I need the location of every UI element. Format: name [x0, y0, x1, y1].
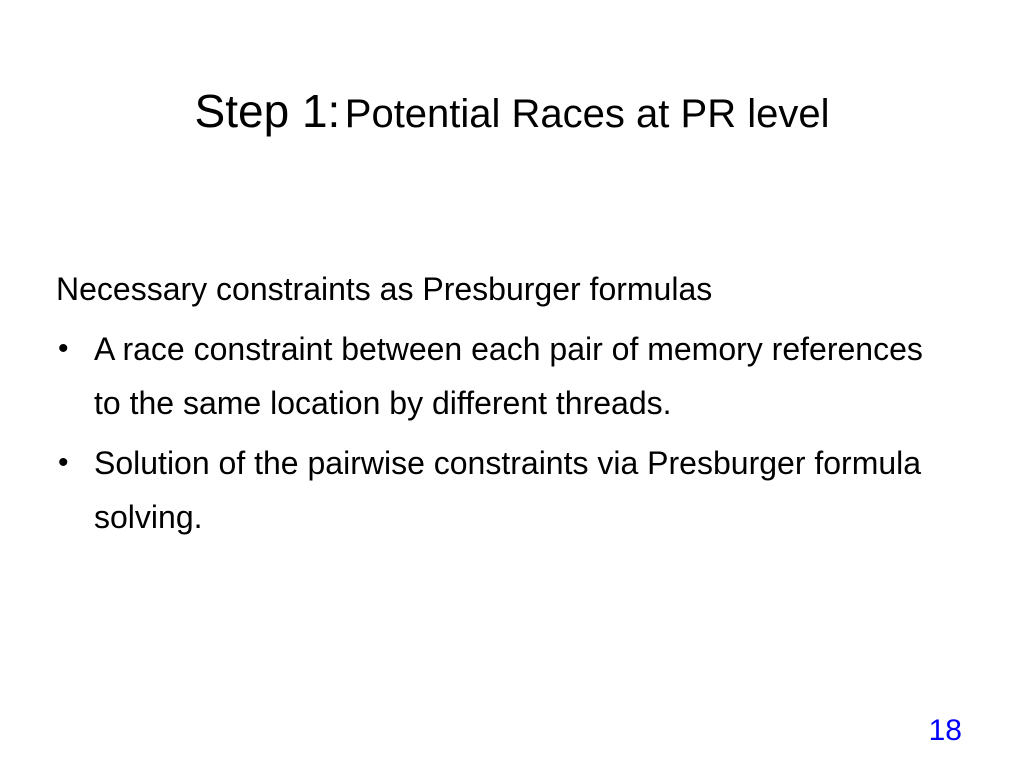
slide-number: 18 [928, 714, 962, 747]
bullet-icon: • [58, 446, 69, 479]
slide-body [56, 262, 936, 550]
bullet-icon: • [58, 332, 69, 365]
slide-title [0, 85, 1024, 137]
bullet-text: Solution of the pairwise constraints via Presburger formula solving. [94, 445, 922, 535]
bullet-item [56, 322, 936, 430]
bullet-list [56, 322, 936, 544]
bullet-text: A race constraint between each pair of memory references to the same location by different threads. [94, 331, 923, 421]
slide-title-topic: Potential Races at PR level [344, 92, 830, 136]
bullet-item [56, 436, 936, 544]
body-intro-text: Necessary constraints as Presburger formulas [56, 271, 713, 307]
slide-title-step: Step 1: [194, 85, 341, 137]
